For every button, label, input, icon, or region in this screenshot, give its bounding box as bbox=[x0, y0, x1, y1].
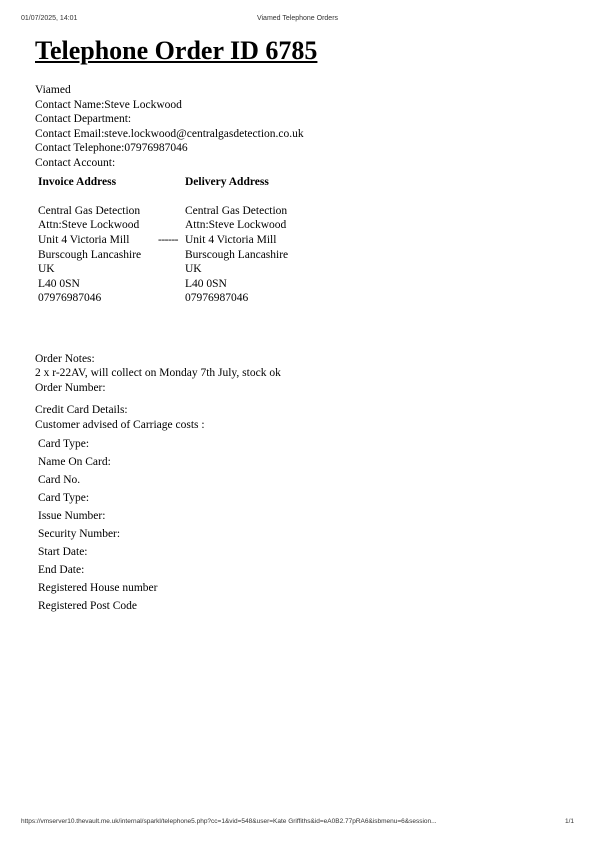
order-details bbox=[35, 83, 555, 615]
print-doc-title: Viamed Telephone Orders bbox=[256, 15, 339, 22]
print-url: https://vmserver10.thevault.me.uk/internal/sparkl/telephone5.php?cc=1&vid=548&user=Kate Griffiths&id=eA0B2.77pRA6&isbmenu=6&session... bbox=[21, 818, 437, 825]
invoice-line: UK bbox=[38, 263, 55, 276]
company-name: Viamed bbox=[35, 84, 71, 96]
delivery-line: UK bbox=[185, 263, 202, 276]
card-field: Start Date: bbox=[38, 545, 88, 558]
blank-row bbox=[38, 189, 188, 204]
delivery-line: Burscough Lancashire bbox=[185, 248, 289, 261]
spacer bbox=[35, 395, 555, 403]
carriage-advice: Customer advised of Carriage costs : bbox=[35, 418, 205, 431]
contact-email: Contact Email:steve.lockwood@centralgasdetection.co.uk bbox=[35, 127, 304, 140]
invoice-line: Unit 4 Victoria Mill bbox=[38, 233, 130, 246]
page-title: Telephone Order ID 6785 bbox=[35, 36, 318, 65]
order-notes-label: Order Notes: bbox=[35, 352, 95, 365]
delivery-address-header: Delivery Address bbox=[185, 175, 269, 188]
order-number: Order Number: bbox=[35, 381, 106, 394]
card-field: End Date: bbox=[38, 563, 85, 576]
card-field: Name On Card: bbox=[38, 455, 111, 468]
invoice-line: Central Gas Detection bbox=[38, 204, 141, 217]
contact-telephone: Contact Telephone:07976987046 bbox=[35, 142, 188, 155]
spacer bbox=[35, 306, 555, 352]
invoice-line: Burscough Lancashire bbox=[38, 248, 142, 261]
delivery-line: Attn:Steve Lockwood bbox=[185, 219, 287, 232]
delivery-line: 07976987046 bbox=[185, 292, 249, 305]
invoice-line: L40 0SN bbox=[38, 277, 80, 290]
card-field: Registered Post Code bbox=[38, 599, 138, 612]
contact-account: Contact Account: bbox=[35, 156, 116, 169]
delivery-address bbox=[185, 175, 335, 306]
invoice-line: 07976987046 bbox=[38, 292, 102, 305]
order-notes-text: 2 x r-22AV, will collect on Monday 7th July, stock ok bbox=[35, 367, 281, 380]
page-number: 1/1 bbox=[564, 818, 574, 825]
delivery-line: L40 0SN bbox=[185, 277, 227, 290]
print-datetime: 01/07/2025, 14:01 bbox=[21, 15, 78, 22]
invoice-line: Attn:Steve Lockwood bbox=[38, 219, 140, 232]
print-footer bbox=[21, 818, 574, 828]
blank-row bbox=[185, 189, 335, 204]
invoice-address-header: Invoice Address bbox=[38, 175, 117, 188]
address-separator: ------ bbox=[158, 233, 178, 246]
card-field: Card No. bbox=[38, 473, 81, 486]
card-field: Card Type: bbox=[38, 437, 90, 450]
credit-card-details: Credit Card Details: bbox=[35, 404, 128, 417]
card-field: Card Type: bbox=[38, 491, 90, 504]
delivery-line: Central Gas Detection bbox=[185, 204, 288, 217]
address-table bbox=[38, 175, 555, 306]
card-fields bbox=[38, 435, 555, 615]
card-field: Security Number: bbox=[38, 527, 121, 540]
card-field: Issue Number: bbox=[38, 509, 106, 522]
print-header bbox=[21, 15, 574, 25]
contact-name: Contact Name:Steve Lockwood bbox=[35, 98, 182, 111]
card-field: Registered House number bbox=[38, 581, 158, 594]
delivery-line: Unit 4 Victoria Mill bbox=[185, 233, 277, 246]
contact-department: Contact Department: bbox=[35, 113, 132, 126]
